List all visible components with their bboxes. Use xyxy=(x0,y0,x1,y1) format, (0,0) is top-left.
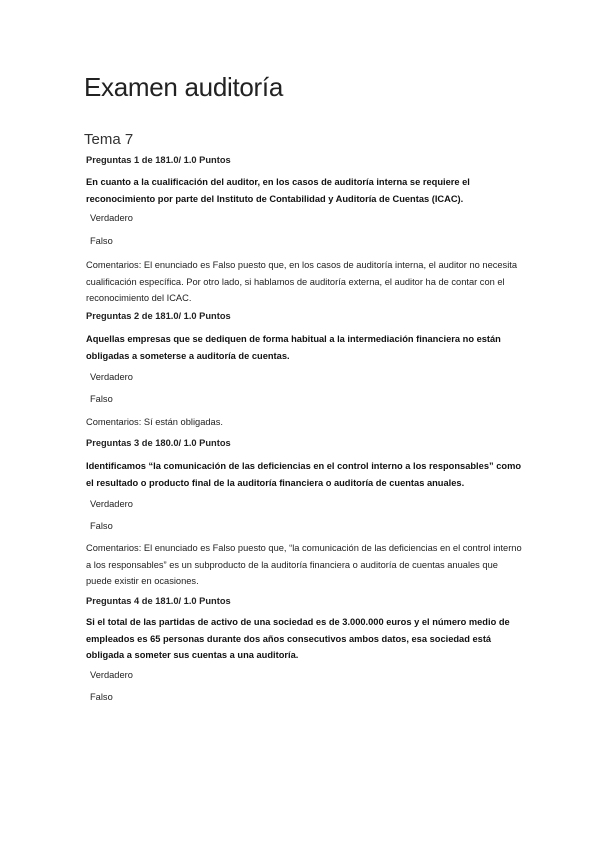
question-4-option-false[interactable]: Falso xyxy=(90,692,113,702)
question-2-header: Preguntas 2 de 181.0/ 1.0 Puntos xyxy=(86,311,231,321)
question-4-text: Si el total de las partidas de activo de una sociedad es de 3.000.000 euros y el número medio de empleados es 65 personas durante dos años consecutivos ambos datos, esa sociedad está obligada a someter sus cuentas a una auditoría. xyxy=(86,617,510,660)
question-1-option-false[interactable]: Falso xyxy=(90,236,113,246)
question-3-comment: Comentarios: El enunciado es Falso puesto que, “la comunicación de las deficiencias en el control interno a los responsables” es un subproducto de la auditoría financiera o auditoría de cuentas anuales que puede existir en ocasiones. xyxy=(86,543,522,586)
question-1-header: Preguntas 1 de 181.0/ 1.0 Puntos xyxy=(86,155,231,165)
question-2-option-false[interactable]: Falso xyxy=(90,394,113,404)
question-1-option-true[interactable]: Verdadero xyxy=(90,213,133,223)
question-2-text: Aquellas empresas que se dediquen de forma habitual a la intermediación financiera no están obligadas a someterse a auditoría de cuentas. xyxy=(86,334,501,361)
question-1-comment: Comentarios: El enunciado es Falso puesto que, en los casos de auditoría interna, el auditor no necesita cualificación específica. Por otro lado, si hablamos de auditoría externa, el auditor ha de contar con el reconocimiento del ICAC. xyxy=(86,260,518,303)
question-3-option-false[interactable]: Falso xyxy=(90,521,113,531)
question-4-header: Preguntas 4 de 181.0/ 1.0 Puntos xyxy=(86,596,231,606)
question-1-text: En cuanto a la cualificación del auditor, en los casos de auditoría interna se requiere el reconocimiento por parte del Instituto de Contabilidad y Auditoría de Cuentas (ICAC). xyxy=(86,177,470,204)
question-3-option-true[interactable]: Verdadero xyxy=(90,499,133,509)
page-title: Examen auditoría xyxy=(84,72,283,102)
question-2-option-true[interactable]: Verdadero xyxy=(90,372,133,382)
question-3-header: Preguntas 3 de 180.0/ 1.0 Puntos xyxy=(86,438,231,448)
question-3-text: Identificamos “la comunicación de las deficiencias en el control interno a los responsables” como el resultado o producto final de la auditoría financiera o auditoría de cuentas anuales. xyxy=(86,461,522,488)
question-2-comment: Comentarios: Sí están obligadas. xyxy=(86,417,223,427)
question-4-option-true[interactable]: Verdadero xyxy=(90,670,133,680)
section-title: Tema 7 xyxy=(84,131,134,148)
